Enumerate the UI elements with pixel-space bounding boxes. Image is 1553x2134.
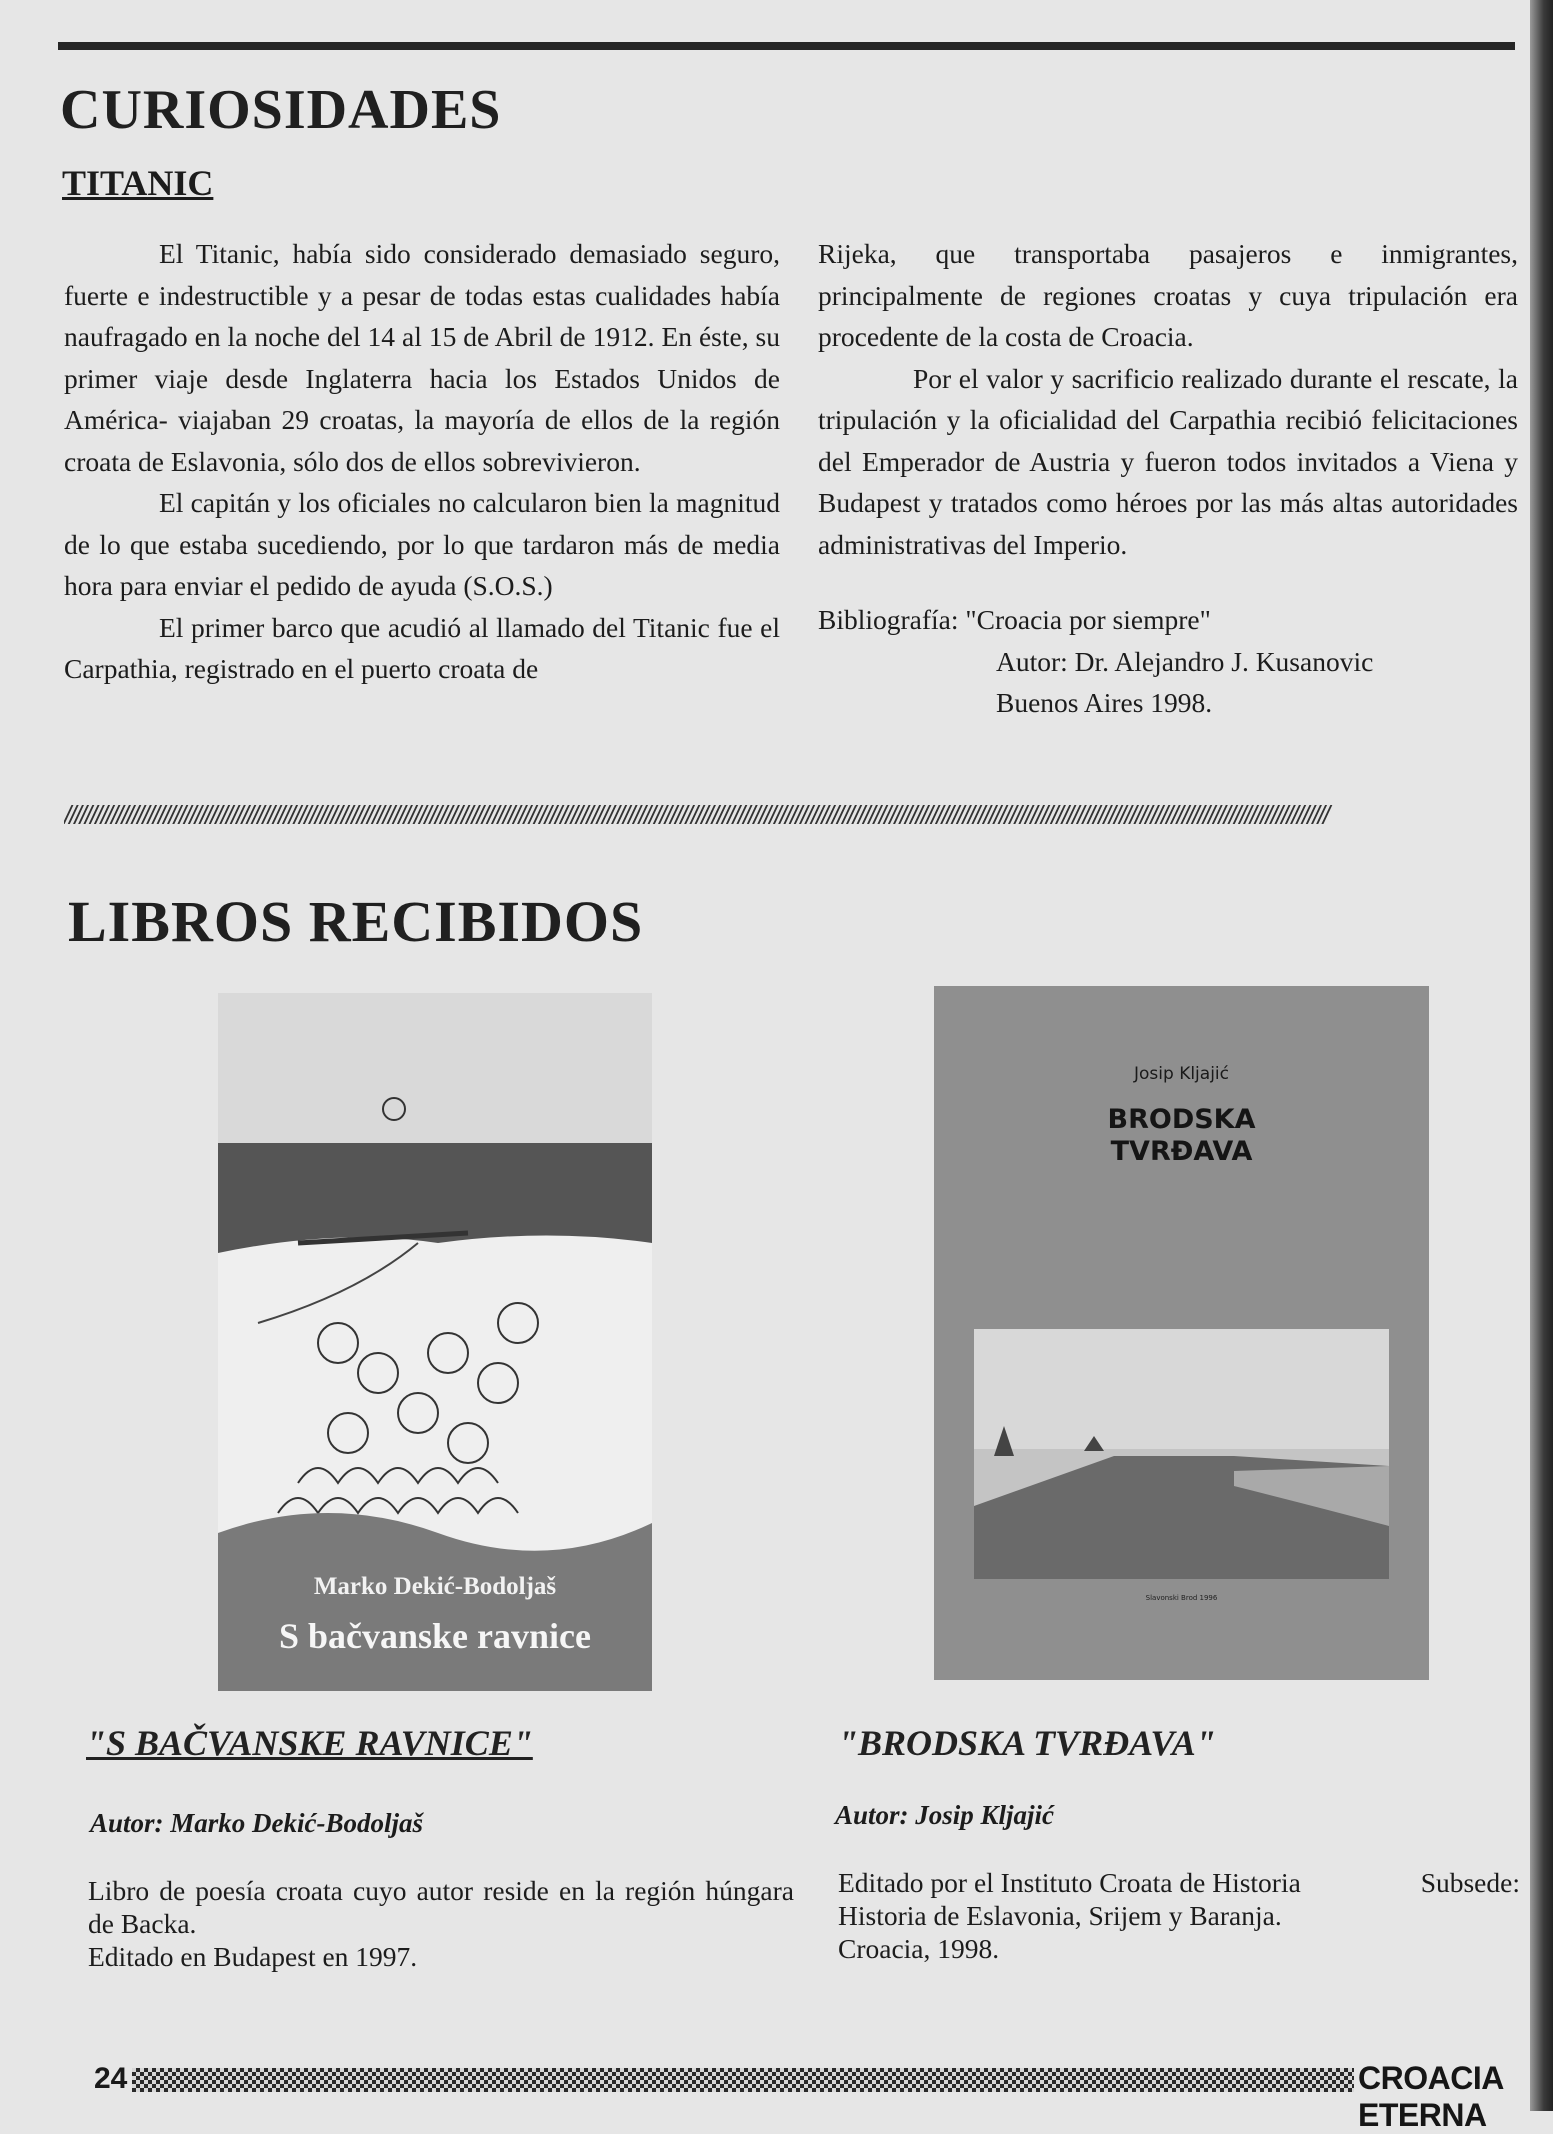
description-line: Libro de poesía croata cuyo autor reside en la región húngara de Backa. — [88, 1875, 794, 1939]
book-cover-brodska-tvrdava — [934, 986, 1429, 1680]
bibliography-label: Bibliografía: — [818, 604, 959, 635]
paragraph: Por el valor y sacrificio realizado durante el rescate, la tripulación y la oficialidad del Carpathia recibió felicitaciones del Emperador de Austria y fueron todos invitados a Viena y Budapest y tratados como héroes por las más altas autoridades administrativas del Imperio. — [818, 362, 1518, 560]
section-divider: ////////////////////////////////////////////////////////////////////////////////////////////////////////////////////////////////////////////////////////////////////////////////////////////////////////////////////////////////////////////////// — [64, 800, 1329, 830]
book-description — [838, 1866, 1520, 1965]
paragraph: El Titanic, había sido considerado demasiado seguro, fuerte e indestructible y a pesar de todas estas cualidades había naufragado en la noche del 14 al 15 de Abril de 1912. En éste, su primer viaje desde Inglaterra hacia los Estados Unidos de América- viajaban 29 croatas, la mayoría de ellos de la región croata de Eslavonia, sólo dos de ellos sobrevivieron. — [64, 238, 780, 477]
bibliography-author: Autor: Dr. Alejandro J. Kusanovic — [996, 645, 1374, 677]
bibliography-place: Buenos Aires 1998. — [996, 687, 1213, 718]
footer-pattern — [132, 2068, 1354, 2092]
cover-author: Josip Kljajić — [1134, 1064, 1229, 1084]
paragraph: El primer barco que acudió al llamado del Titanic fue el Carpathia, registrado en el puerto croata de — [64, 611, 780, 684]
cover-title: S bačvanske ravnice — [278, 1616, 591, 1656]
cover-illustration — [934, 986, 1429, 1680]
page-number: 24 — [94, 2062, 128, 2095]
book-title: "S BAČVANSKE RAVNICE" — [86, 1723, 533, 1763]
bibliography-title: "Croacia por siempre" — [965, 604, 1211, 635]
cover-footer: Slavonski Brod 1996 — [1145, 1594, 1218, 1602]
page-edge-shadow — [1530, 0, 1553, 2111]
top-rule — [58, 42, 1515, 50]
book-author: Autor: Marko Dekić-Bodoljaš — [90, 1808, 424, 1838]
section-heading-libros: LIBROS RECIBIDOS — [68, 889, 644, 954]
footer-brand: CROACIA ETERNA — [1358, 2060, 1503, 2133]
article-column-left — [64, 233, 780, 690]
book-title: "BRODSKA TVRĐAVA" — [838, 1723, 1216, 1763]
description-line: Subsede: — [1420, 1867, 1520, 1898]
cover-title — [934, 1104, 1429, 1168]
paragraph: Rijeka, que transportaba pasajeros e inmigrantes, principalmente de regiones croatas y cuya tripulación era procedente de la costa de Croacia. — [818, 238, 1518, 352]
cover-title-line: BRODSKA — [1107, 1104, 1256, 1135]
book-author: Autor: Josip Kljajić — [835, 1800, 1055, 1830]
section-heading-curiosidades: CURIOSIDADES — [60, 79, 502, 141]
description-line: Historia de Eslavonia, Srijem y Baranja. — [838, 1900, 1282, 1931]
page-footer — [94, 2060, 1530, 2133]
bibliography — [818, 599, 1518, 724]
book-description — [88, 1874, 794, 1973]
book-cover-s-bacvanske-ravnice — [218, 993, 652, 1691]
article-column-right — [818, 233, 1518, 724]
description-line: Croacia, 1998. — [838, 1933, 1000, 1964]
description-line: Editado en Budapest en 1997. — [88, 1941, 418, 1972]
article-title-titanic: TITANIC — [62, 163, 214, 203]
cover-author: Marko Dekić-Bodoljaš — [313, 1573, 557, 1600]
paragraph: El capitán y los oficiales no calcularon bien la magnitud de lo que estaba sucediendo, por lo que tardaron más de media hora para enviar el pedido de ayuda (S.O.S.) — [64, 487, 780, 601]
description-line: Editado por el Instituto Croata de Historia — [838, 1867, 1301, 1898]
cover-title-line: TVRĐAVA — [1110, 1136, 1253, 1167]
